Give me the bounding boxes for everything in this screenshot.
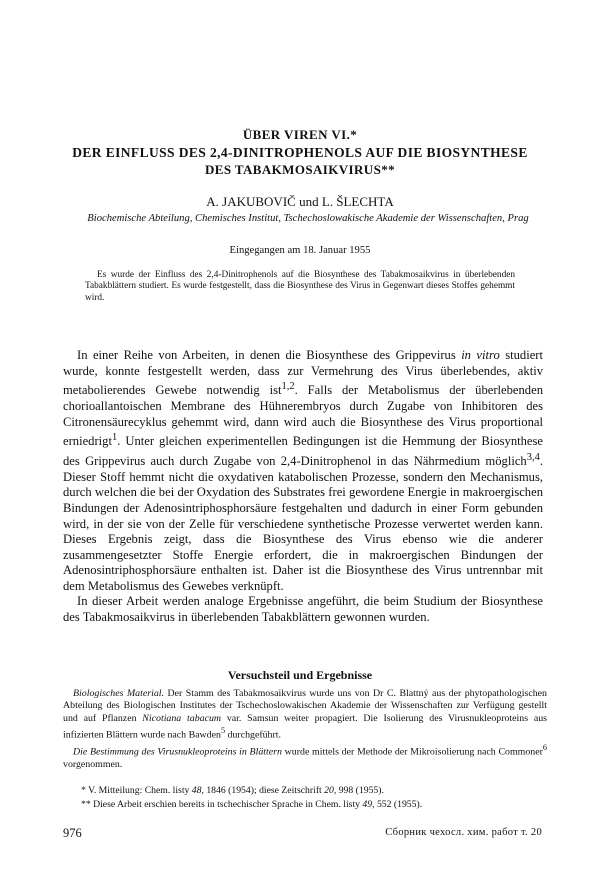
affiliation: Biochemische Abteilung, Chemisches Institut, Tschechoslowakische Akademie der Wissenschaften, Prag — [87, 213, 529, 224]
main-text — [63, 348, 543, 626]
volume-number: 49, — [362, 798, 375, 810]
citation-ref: 1,2 — [281, 381, 295, 393]
text-span: . Unter gleichen experimentellen Bedingungen ist die Hemmung der Biosynthese des Grippevirus auch durch Zugabe von 2,4-Dinitrophenol in das Nährmedium möglich — [63, 434, 543, 469]
methods-text — [63, 688, 547, 771]
text-span: wurde mittels der Methode der Mikroisolierung nach Commoner — [284, 746, 543, 758]
footnote-2 — [63, 798, 547, 812]
italic-subheading: Biologisches Material. — [73, 688, 164, 699]
paragraph-intro — [63, 348, 543, 594]
citation-ref: 3,4 — [526, 451, 540, 463]
text-span: 1846 (1954); diese Zeitschrift — [206, 785, 322, 796]
text-span: var. Samsun weiter propagiert. Die Isolierung des Virusnukleoproteins aus infizierten Blättern wurde nach Bawden — [63, 712, 548, 741]
volume-number: 48, — [191, 785, 204, 796]
text-span: Der Stamm des Tabakmosaikvirus wurde uns von Dr C. Blattný aus der phytopathologischen Abteilung des Biologischen Institutes der Tschechoslowakischen Akademie der Wissenschaften zur Verfügung gestellt und auf Pflanzen — [63, 688, 547, 724]
series-title: ÜBER VIREN VI.* — [242, 127, 358, 142]
text-span: 552 (1955). — [376, 798, 423, 810]
received-date: Eingegangen am 18. Januar 1955 — [229, 245, 371, 256]
citation-ref: 5 — [220, 726, 226, 736]
text-span: In einer Reihe von Arbeiten, in denen die Biosynthese des Grippevirus — [77, 348, 456, 362]
volume-number: 20, — [324, 785, 337, 796]
citation-ref: 6 — [542, 742, 548, 752]
text-span: ** Diese Arbeit erschien bereits in tschechischer Sprache in Chem. listy — [81, 798, 360, 810]
text-span: . Falls der Metabolismus der überlebenden chorioallantoischen Membrane des Hühnerembryos durch Zugabe von Inhibitoren des Citronensäurecyklus gehemmt wird, dann wird auch die Biosynthese des Virus proportional erniedrigt — [63, 383, 543, 449]
methods-paragraph-determination — [63, 742, 547, 771]
abstract: Es wurde der Einfluss des 2,4-Dinitrophenols auf die Biosynthese des Tabakmosaikvirus in überlebenden Tabakblättern studiert. Es wurde festgestellt, dass die Biosynthese des Virus in Gegenwart dieses Stoffes gehemmt wird. — [85, 270, 515, 303]
text-span: durchgeführt. — [227, 729, 281, 741]
text-span: studiert wurde, konnte festgestellt werden, dass zur Vermehrung des Virus überlebendes, aktiv metabolierendes Gewebe notwendig ist — [63, 348, 543, 398]
citation-ref: 1 — [111, 432, 118, 444]
footnotes — [63, 784, 547, 811]
article-title-line-1: DER EINFLUSS DES 2,4-DINITROPHENOLS AUF DIE BIOSYNTHESE — [72, 145, 528, 160]
section-heading: Versuchsteil und Ergebnisse — [227, 668, 373, 682]
authors: A. JAKUBOVIČ und L. ŠLECHTA — [206, 194, 394, 209]
text-span: vorgenommen. — [63, 758, 123, 770]
italic-subheading: Die Bestimmung des Virusnukleoproteins in Blättern — [73, 746, 282, 758]
page-number: 976 — [63, 826, 82, 840]
text-span: 998 (1955). — [338, 785, 384, 796]
text-span: . Dieser Stoff hemmt nicht die oxydativen katabolischen Prozesse, sondern den Mechanismus, durch welchen die bei der Oxydation des Substrates frei gewordene Energie in makroergischen Bindungen der Adenosintriphosphorsäure festgehalten und dadurch in einer Form gebunden wird, in der sie von der Zelle für verschiedene synthetische Prozesse verwertet werden kann. Dieses Ergebnis zeigt, dass die Biosynthese des Virus ebenso wie die anderer zusammengesetzter Stoffe Energie erfordert, die in makroergischen Bindungen der Adenosintriphosphorsäure enthalten ist. Daher ist die Biosynthese des Virus untrennbar mit dem Metabolismus des Gewebes verknüpft. — [63, 454, 543, 593]
paragraph-aim: In dieser Arbeit werden analoge Ergebnisse angeführt, die beim Studium der Biosynthese des Tabakmosaikvirus in überlebenden Tabakblättern gewonnen wurden. — [63, 594, 543, 625]
article-title-line-2: DES TABAKMOSAIKVIRUS** — [205, 162, 395, 177]
footnote-1 — [63, 784, 547, 798]
species-name: Nicotiana tabacum — [142, 712, 222, 724]
methods-paragraph-material — [63, 688, 547, 742]
italic-term: in vitro — [461, 348, 500, 362]
text-span: * V. Mitteilung: Chem. listy — [81, 785, 190, 796]
running-footer: Сборник чехосл. хим. работ т. 20 — [385, 827, 542, 838]
